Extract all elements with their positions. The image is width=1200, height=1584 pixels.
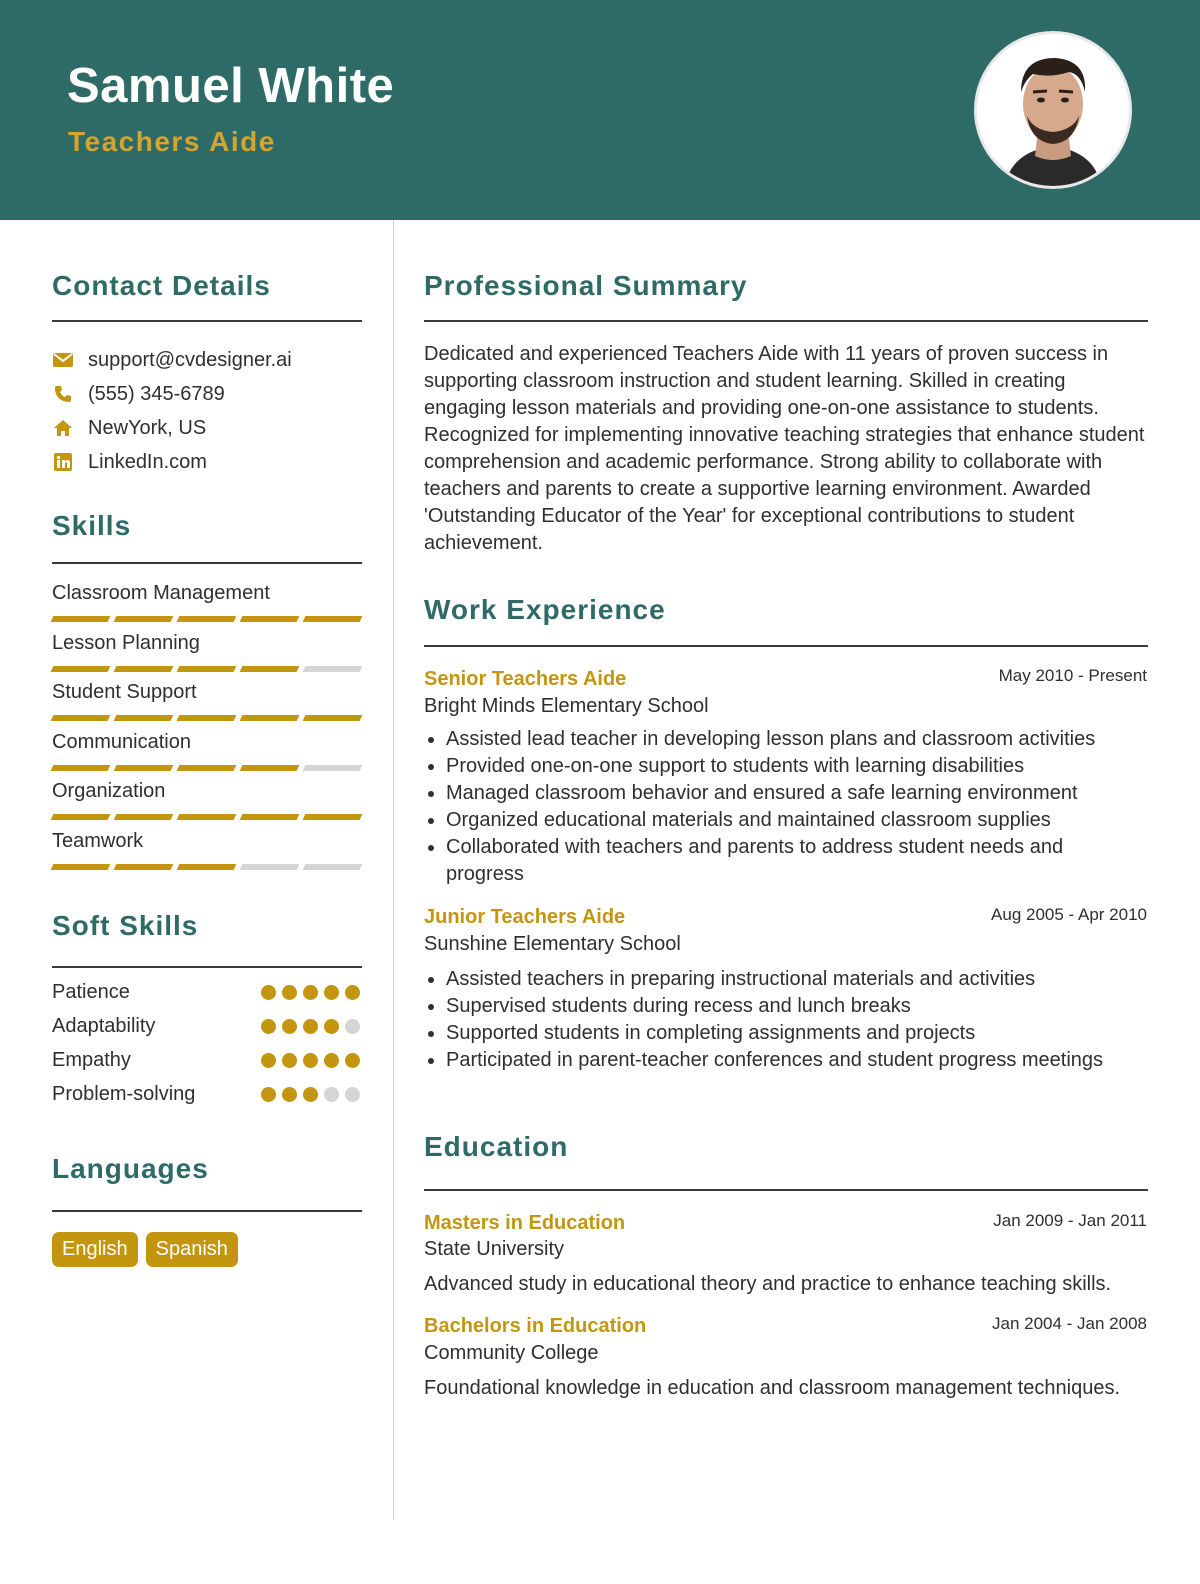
rating-dot-empty [324,1087,339,1102]
skill-bar-filled [51,715,111,721]
contact-section-rule [52,320,362,322]
contact-location [52,414,206,442]
rating-dot-filled [261,1053,276,1068]
rating-dot-filled [282,985,297,1000]
skills-section-rule [52,562,362,564]
job-organization: Bright Minds Elementary School [424,695,709,717]
languages-section-title: Languages [52,1153,209,1184]
skill-bar-filled [177,616,237,622]
rating-dot-filled [345,985,360,1000]
job-bullet: • Supervised students during recess and lunch breaks [446,993,1132,1020]
candidate-role: Teachers Aide [68,126,276,157]
skill-bar-filled [177,814,237,820]
contact-email-text: support@cvdesigner.ai [88,348,292,371]
education-description: Advanced study in educational theory and practice to enhance teaching skills. [424,1273,1112,1295]
skill-bar-filled [114,814,174,820]
skill-label: Teamwork [52,829,144,852]
education-degree: Masters in Education [424,1212,626,1234]
job-bullets [424,966,1132,1074]
skill-bar-filled [51,864,111,870]
soft-skill-item [52,1012,362,1040]
skill-level-bars [52,864,362,870]
language-tag-spanish: Spanish [146,1232,238,1267]
skill-level-bars [52,814,362,820]
education-degree: Bachelors in Education [424,1315,647,1337]
soft-skill-item [52,1047,362,1075]
skill-bar-empty [303,666,363,672]
job-bullet: • Participated in parent-teacher conferences and student progress meetings [446,1047,1132,1074]
skill-bar-filled [240,666,300,672]
contact-phone[interactable] [52,380,225,408]
skill-bar-filled [114,616,174,622]
skill-item [52,830,362,870]
skill-item [52,632,362,672]
rating-dot-empty [345,1087,360,1102]
skill-level-bars [52,715,362,721]
job-bullet: • Provided one-on-one support to students with learning disabilities [446,753,1132,780]
skill-bar-filled [114,715,174,721]
rating-dot-filled [324,1019,339,1034]
job-bullet: • Organized educational materials and maintained classroom supplies [446,807,1132,834]
job-bullet: • Collaborated with teachers and parents to address student needs and progress [446,834,1132,888]
education-dates: Jan 2009 - Jan 2011 [993,1211,1147,1230]
skill-bar-filled [51,814,111,820]
summary-section-rule [424,320,1148,322]
summary-text: Dedicated and experienced Teachers Aide with 11 years of proven success in supporting classroom instruction and student learning. Skilled in creating engaging lesson materials and providing one-on-one assistance to students. Recognized for implementing innovative teaching strategies that enhance student comprehension and academic performance. Strong ability to collaborate with teachers and parents to create a supportive learning environment. Awarded 'Outstanding Educator of the Year' for exceptional contributions to student achievement. [424,343,1145,554]
summary-section-title: Professional Summary [424,270,748,301]
contact-linkedin[interactable] [52,448,207,476]
skill-bar-filled [51,666,111,672]
skill-level-bars [52,765,362,771]
rating-dot-filled [303,1087,318,1102]
skill-bar-filled [303,715,363,721]
soft-skill-label: Empathy [52,1049,131,1072]
rating-dot-filled [282,1053,297,1068]
skills-section-title: Skills [52,510,132,541]
education-description: Foundational knowledge in education and classroom management techniques. [424,1377,1121,1399]
envelope-icon [52,349,74,371]
skill-bar-filled [114,864,174,870]
skill-label: Organization [52,780,166,802]
skill-item [52,681,362,721]
experience-section-rule [424,645,1148,647]
skill-bar-empty [303,864,363,870]
soft-skills-section-rule [52,966,362,968]
skill-level-bars [52,616,362,622]
soft-skill-rating-dots [261,1087,360,1102]
skill-bar-empty [240,864,300,870]
soft-skill-rating-dots [261,1053,360,1068]
skill-label: Lesson Planning [52,631,200,654]
candidate-name: Samuel White [67,59,395,113]
skill-item [52,780,362,820]
job-title: Senior Teachers Aide [424,668,627,690]
job-dates: Aug 2005 - Apr 2010 [991,905,1147,924]
rating-dot-filled [261,1019,276,1034]
contact-location-text: NewYork, US [88,416,207,439]
job-bullet: • Managed classroom behavior and ensured a safe learning environment [446,780,1132,807]
education-section-title: Education [424,1131,569,1162]
rating-dot-filled [345,1053,360,1068]
rating-dot-filled [303,985,318,1000]
skill-bar-empty [303,765,363,771]
rating-dot-filled [324,985,339,1000]
job-dates: May 2010 - Present [998,666,1147,685]
soft-skill-rating-dots [261,985,360,1000]
language-tags [52,1232,238,1267]
job-bullets [424,726,1132,888]
soft-skill-rating-dots [261,1019,360,1034]
skill-bar-filled [51,765,111,771]
education-school: Community College [424,1342,599,1364]
skill-bar-filled [114,765,174,771]
soft-skills-section-title: Soft Skills [52,910,199,941]
linkedin-icon [52,451,74,473]
skill-bar-filled [114,666,174,672]
rating-dot-filled [282,1087,297,1102]
job-bullet: • Assisted lead teacher in developing lesson plans and classroom activities [446,726,1132,753]
contact-email[interactable] [52,346,292,374]
rating-dot-filled [303,1053,318,1068]
rating-dot-empty [345,1019,360,1034]
rating-dot-filled [303,1019,318,1034]
soft-skill-label: Problem-solving [52,1083,196,1106]
skill-bar-filled [240,814,300,820]
education-dates: Jan 2004 - Jan 2008 [991,1314,1147,1333]
skill-bar-filled [177,715,237,721]
skill-bar-filled [240,765,300,771]
contact-phone-text: (555) 345-6789 [88,382,225,405]
home-icon [52,417,74,439]
phone-icon [52,383,74,405]
header-banner [0,0,1200,220]
contact-linkedin-text: LinkedIn.com [88,450,207,473]
soft-skill-item [52,978,362,1006]
profile-photo [974,31,1132,189]
skill-label: Classroom Management [52,582,270,604]
rating-dot-filled [261,985,276,1000]
job-bullet: • Assisted teachers in preparing instructional materials and activities [446,966,1132,993]
skill-bar-filled [177,666,237,672]
rating-dot-filled [261,1087,276,1102]
languages-section-rule [52,1210,362,1212]
skill-level-bars [52,666,362,672]
skill-bar-filled [177,864,237,870]
column-divider [393,220,394,1520]
contact-section-title: Contact Details [52,270,271,301]
skill-label: Communication [52,730,191,753]
job-title: Junior Teachers Aide [424,906,626,928]
education-section-rule [424,1189,1148,1191]
soft-skill-item [52,1081,362,1109]
skill-item [52,731,362,771]
soft-skill-label: Patience [52,980,130,1003]
experience-section-title: Work Experience [424,594,666,625]
skill-bar-filled [303,616,363,622]
job-organization: Sunshine Elementary School [424,933,681,955]
rating-dot-filled [282,1019,297,1034]
skill-bar-filled [240,715,300,721]
skill-bar-filled [303,814,363,820]
skill-bar-filled [51,616,111,622]
education-school: State University [424,1238,565,1260]
rating-dot-filled [324,1053,339,1068]
soft-skill-label: Adaptability [52,1014,156,1037]
skill-bar-filled [240,616,300,622]
skill-item [52,582,362,622]
skill-label: Student Support [52,681,197,703]
job-bullet: • Supported students in completing assignments and projects [446,1020,1132,1047]
skill-bar-filled [177,765,237,771]
language-tag-english: English [52,1232,138,1267]
